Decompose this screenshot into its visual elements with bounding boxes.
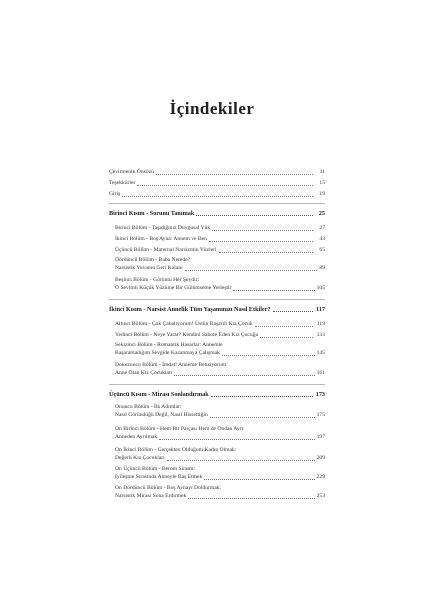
- chapter-label: On İkinci Bölüm - Gerçekten Olduğum Kadın Olmak:: [115, 447, 237, 453]
- chapter-page: 27: [319, 225, 325, 231]
- dot-leader: [233, 290, 314, 291]
- chapter-label: Birinci Bölüm - Taşıdığınız Duygusal Yük: [115, 225, 211, 231]
- toc-chapter-6: [115, 321, 325, 328]
- dot-leader: [196, 215, 313, 216]
- entry-page: 19: [319, 191, 325, 197]
- chapter-page: 175: [316, 411, 325, 418]
- chapter-label: Altıncı Bölüm - Çok Çabalıyorum! Üstün Başarılı Kız Çocuk: [115, 321, 253, 327]
- toc-entry-front-3: [109, 191, 325, 198]
- chapter-subtitle: Nasıl Göründüğü Değil, Nasıl Hissettiğin: [115, 411, 208, 418]
- chapter-page: 209: [316, 454, 325, 461]
- dot-leader: [209, 241, 313, 242]
- toc-chapter-2: [115, 236, 325, 243]
- chapter-subtitle: Anne Olan Kız Çocukları: [115, 369, 173, 376]
- chapter-label: Beşinci Bölüm - Görüntü Her Şeydir:: [115, 277, 200, 283]
- toc-part-2: [109, 306, 325, 313]
- chapter-label: On Dördüncü Bölüm - Boş Aynayı Doldurmak:: [115, 485, 222, 491]
- dot-leader: [219, 252, 313, 253]
- part-label: Birinci Kısım - Sorunu Tanımak: [109, 210, 195, 217]
- dot-leader: [159, 439, 314, 440]
- chapter-page: 145: [316, 349, 325, 356]
- dot-leader: [156, 174, 313, 175]
- part-label: İkinci Kısım - Narsist Annelik Tüm Yaşamınızı Nasıl Etkiler?: [109, 306, 271, 313]
- chapter-page: 43: [319, 236, 325, 242]
- section-divider: [109, 384, 325, 385]
- toc-part-3: [109, 391, 325, 398]
- toc-chapter-3: [115, 247, 325, 254]
- toc-chapter-12: [115, 447, 325, 462]
- dot-leader: [167, 460, 315, 461]
- chapter-page: 65: [319, 247, 325, 253]
- chapter-label: Üçüncü Bölüm - Maternal Narsizmin Yüzleri: [115, 247, 217, 253]
- entry-label: Giriş: [109, 191, 121, 197]
- chapter-label: On Birinci Bölüm - Hem Bir Parçası Hem de Ondan Ayrı:: [115, 426, 245, 432]
- chapter-label: Onuncu Bölüm - İlk Adımlar:: [115, 404, 182, 410]
- dot-leader: [185, 270, 318, 271]
- toc-chapter-11: [115, 426, 325, 441]
- chapter-subtitle-row: [115, 455, 325, 463]
- chapter-page: 105: [316, 284, 325, 291]
- dot-leader: [212, 230, 313, 231]
- chapter-subtitle: İyileşme Sırasında Anneyle Baş Etmek: [115, 473, 203, 480]
- chapter-subtitle: Narsistik Yuvanın Geri Kalanı: [115, 264, 183, 271]
- dot-leader: [211, 396, 313, 397]
- chapter-label: Sekizinci Bölüm - Romantik Hasarlar: Annemle: [115, 342, 223, 348]
- chapter-page: 197: [316, 433, 325, 440]
- part-page: 117: [316, 306, 325, 313]
- toc-chapter-1: [115, 225, 325, 232]
- chapter-subtitle: O Sevimli Küçük Yüzüme Bir Gülümseme Yerleştir: [115, 284, 232, 291]
- section-divider: [109, 299, 325, 300]
- chapter-subtitle: Anneden Ayrılmak: [115, 433, 158, 440]
- chapter-label: Dördüncü Bölüm - Baba Nerede?: [115, 257, 191, 263]
- chapter-page: 119: [316, 321, 325, 327]
- chapter-subtitle-row: [115, 493, 325, 501]
- dot-leader: [273, 311, 313, 312]
- dot-leader: [174, 375, 314, 376]
- part-page: 25: [318, 210, 325, 217]
- dot-leader: [210, 417, 315, 418]
- dot-leader: [260, 337, 313, 338]
- dot-leader: [122, 196, 313, 197]
- part-label: Üçüncü Kısım - Mirası Sonlandırmak: [109, 391, 209, 398]
- toc-chapter-10: [115, 404, 325, 419]
- chapter-page: 253: [316, 492, 325, 499]
- part-page: 173: [315, 391, 325, 398]
- section-divider: [109, 203, 325, 204]
- chapter-subtitle-row: [115, 265, 325, 273]
- chapter-page: 229: [316, 473, 325, 480]
- chapter-label: Yedinci Bölüm - Neye Yarar? Kendini Sabote Eden Kız Çocuğu: [115, 332, 259, 338]
- entry-page: 15: [319, 180, 325, 186]
- chapter-subtitle: Değerli Kız Çocukları: [115, 454, 165, 461]
- chapter-label: On Üçüncü Bölüm - Berom Siramı:: [115, 466, 196, 472]
- chapter-label: Dokuzuncu Bölüm - İmdat! Anneme Benziyorum:: [115, 362, 228, 368]
- chapter-page: 133: [316, 332, 325, 338]
- dot-leader: [255, 326, 313, 327]
- chapter-subtitle-row: [115, 434, 325, 442]
- chapter-page: 161: [316, 369, 325, 376]
- toc-chapter-7: [115, 332, 325, 339]
- chapter-subtitle-row: [115, 350, 325, 358]
- dot-leader: [137, 185, 313, 186]
- page-title: İçindekiler: [169, 99, 255, 118]
- toc-chapter-13: [115, 466, 325, 481]
- chapter-subtitle-row: [115, 412, 325, 420]
- chapter-subtitle: Narsistik Mirası Sona Erdirmek: [115, 492, 187, 499]
- toc-chapter-8: [115, 342, 325, 357]
- dot-leader: [222, 355, 315, 356]
- toc-chapter-14: [115, 485, 325, 500]
- chapter-subtitle-row: [115, 370, 325, 378]
- chapter-subtitle-row: [115, 285, 325, 293]
- entry-label: Çevirmenin Önsözü: [109, 169, 154, 175]
- toc-chapter-5: [115, 277, 325, 292]
- chapter-subtitle-row: [115, 474, 325, 482]
- chapter-subtitle: Başaramadığım Sevgide Kazanmaya Çalışmak: [115, 349, 220, 356]
- chapter-page: 89: [319, 264, 325, 271]
- toc-entry-front-2: [109, 180, 325, 187]
- dot-leader: [204, 479, 314, 480]
- dot-leader: [188, 498, 314, 499]
- toc-entry-front-1: [109, 169, 325, 176]
- toc-chapter-9: [115, 362, 325, 377]
- chapter-label: İkinci Bölüm - Boş Ayna: Annem ve Ben: [115, 236, 207, 242]
- toc-chapter-4: [115, 257, 325, 272]
- entry-page: 11: [319, 169, 325, 175]
- toc-part-1: [109, 210, 325, 217]
- entry-label: Teşekkürler: [109, 180, 136, 186]
